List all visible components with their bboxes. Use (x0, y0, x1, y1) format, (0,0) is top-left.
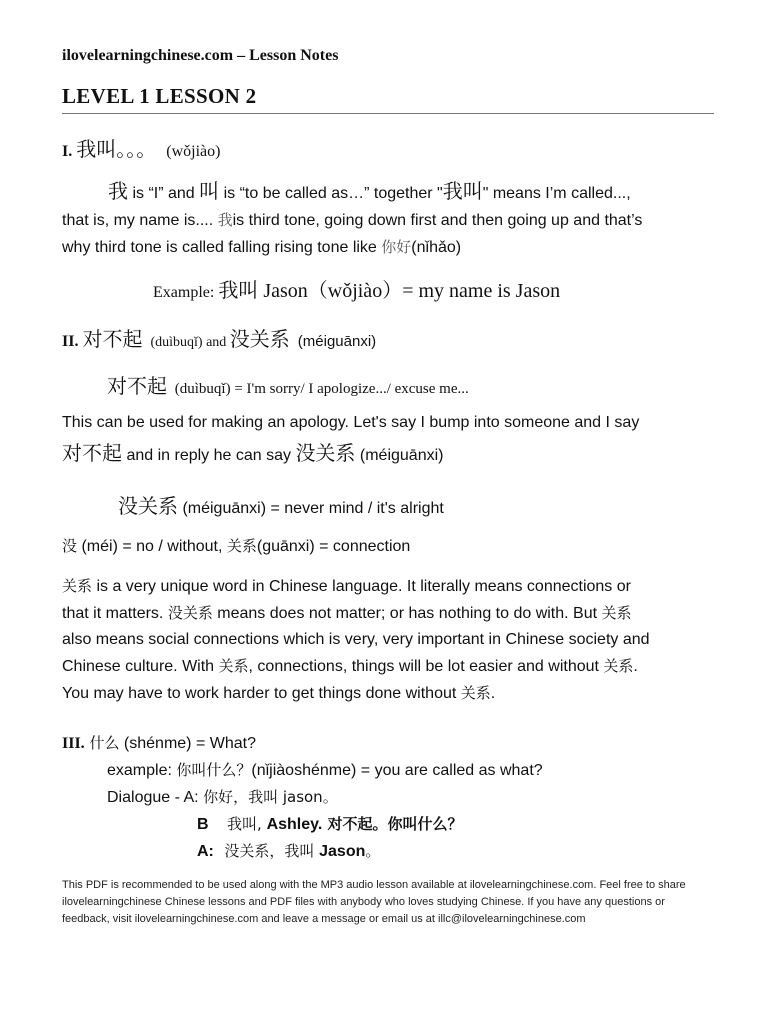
text: that is, my name is.... (62, 212, 218, 229)
hanzi-duibuqi: 对不起 (62, 441, 122, 465)
hanzi-mei: 没 (62, 537, 78, 555)
text: (nǐhǎo) (411, 239, 462, 256)
footer-line: ilovelearningchinese Chinese lessons and PDF files with anybody who loves studying Chinese. If you have any questions or (62, 896, 665, 908)
dialogue-text: 对不起。你叫什么？ (322, 815, 463, 833)
text: This can be used for making an apology. Let's say I bump into someone and I say (62, 414, 640, 431)
definition-meiguanxi (118, 490, 444, 519)
hanzi-jiao: 叫 (199, 179, 220, 203)
lesson-title: LEVEL 1 LESSON 2 (62, 84, 257, 108)
example-hanzi: 你叫什么？ (176, 761, 252, 779)
name-ashley: Ashley. (266, 816, 323, 833)
example-label: example: (107, 762, 177, 779)
text: why third tone is called falling rising tone like (62, 239, 382, 256)
and-text: and (202, 335, 230, 350)
guanxi-paragraph (62, 573, 722, 707)
speaker-b-label: B (197, 816, 209, 833)
text: . (490, 685, 496, 702)
dialogue-text: 我叫, (227, 815, 267, 833)
text: that it matters. (62, 605, 168, 622)
text: and in reply he can say (122, 447, 296, 464)
hanzi-meiguanxi: 没关系 (167, 604, 213, 622)
site-header: ilovelearningchinese.com – Lesson Notes (62, 47, 339, 64)
definition-text: (duìbuqǐ) = I'm sorry/ I apologize.../ excuse me... (174, 381, 469, 397)
example-text: Jason（wǒjiào）= my name is Jason (258, 280, 561, 302)
footer-note (62, 877, 712, 928)
section-1-hanzi: 我叫。。。 (76, 137, 157, 161)
text: also means social connections which is very, very important in Chinese society and (62, 631, 650, 648)
section-3-heading (62, 732, 256, 753)
hanzi-guanxi: 关系 (460, 684, 491, 702)
example-text: (nǐjiàoshénme) = you are called as what? (251, 762, 543, 779)
dialogue-text: 。 (365, 842, 381, 860)
dialogue-line-a2 (197, 840, 380, 861)
hanzi-guanxi: 关系 (218, 657, 249, 675)
pinyin-meiguanxi: (méiguānxi) (297, 333, 377, 350)
hanzi-guanxi: 关系 (601, 604, 632, 622)
text: You may have to work harder to get things done without (62, 685, 461, 702)
footer-line: This PDF is recommended to be used along with the MP3 audio lesson available at ilovelearningchinese.com. Feel free to share (62, 879, 686, 891)
hanzi-nihao: 你好 (381, 238, 412, 256)
text: (méiguānxi) (355, 447, 444, 464)
footer-line: feedback, visit ilovelearningchinese.com and leave a message or email us at illc@ilovelearningchinese.com (62, 913, 586, 925)
hanzi-meiguanxi: 没关系 (295, 441, 356, 465)
text: . (633, 658, 638, 675)
hanzi-meiguanxi: 没关系 (118, 494, 178, 518)
section-1-paragraph (62, 178, 722, 261)
text: Chinese culture. With (62, 658, 219, 675)
name-jason: Jason (319, 843, 366, 860)
section-1-numeral: I. (62, 143, 73, 160)
text: is “I” and (128, 185, 200, 202)
section-2-heading (62, 323, 376, 352)
dialogue-text: 没关系，我叫 (224, 842, 320, 860)
mei-definition (62, 535, 410, 556)
section-3-example (107, 759, 543, 780)
section-1-heading (62, 133, 220, 162)
hanzi-shenme: 什么 (84, 734, 120, 752)
section-1-pinyin: (wǒjiào) (166, 143, 221, 160)
section-3-numeral: III. (62, 735, 85, 752)
dialogue-line-a (107, 786, 338, 807)
hanzi-guanxi: 关系 (603, 657, 634, 675)
definition-text: (méiguānxi) = never mind / it's alright (178, 500, 444, 517)
text: is third tone, going down first and then going up and that’s (232, 212, 643, 229)
dialogue-text: 你好，我叫 jason。 (203, 788, 338, 806)
hanzi-duibuqi: 对不起 (82, 327, 143, 351)
text: , connections, things will be lot easier and without (248, 658, 604, 675)
example-hanzi: 我叫 (218, 278, 259, 302)
hanzi-wo: 我 (217, 211, 233, 229)
text: " means I’m called..., (482, 185, 631, 202)
pinyin-duibuqi: (duìbuqǐ) (150, 335, 203, 350)
text: is “to be called as…” together " (219, 185, 443, 202)
section-2-numeral: II. (62, 333, 79, 350)
text: is a very unique word in Chinese language. It literally means connections or (92, 578, 631, 595)
hanzi-guanxi: 关系 (62, 577, 93, 595)
text: (méi) = no / without, (77, 538, 227, 555)
definition-duibuqi (107, 370, 469, 399)
section-2-paragraph (62, 410, 722, 469)
dialogue-line-b (197, 813, 463, 834)
hanzi-guanxi: 关系 (226, 537, 257, 555)
hanzi-meiguanxi: 没关系 (229, 327, 290, 351)
section-1-example (153, 274, 560, 303)
example-label: Example: (153, 284, 219, 301)
hanzi-wo: 我 (108, 179, 128, 203)
hanzi-duibuqi: 对不起 (107, 374, 167, 398)
hanzi-wojiao: 我叫 (442, 179, 483, 203)
speaker-a-label: A: (197, 843, 214, 860)
text: (guānxi) = connection (256, 538, 411, 555)
title-divider (62, 113, 714, 114)
dialogue-label: Dialogue - A: (107, 789, 204, 806)
text: (shénme) = What? (119, 735, 256, 752)
text: means does not matter; or has nothing to do with. But (212, 605, 602, 622)
